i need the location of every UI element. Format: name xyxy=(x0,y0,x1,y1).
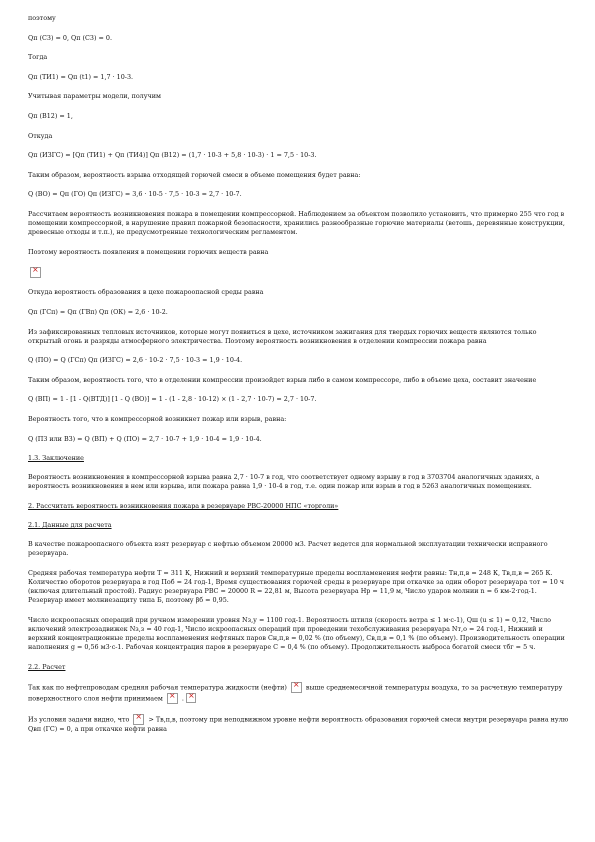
formula: Q (ВО) = Qп (ГО) Qп (ИЗГС) = 3,6 · 10-5 · 7,5 · 10-3 = 2,7 · 10-7. xyxy=(28,190,242,199)
section-heading: 1.3. Заключение xyxy=(28,454,84,463)
broken-image-icon xyxy=(291,682,302,693)
paragraph: Рассчитаем вероятность возникновения пожара в помещении компрессорной. Наблюдением за объектом позволило установить, что примерно 255 что год в помещении компрессорной, в нарушение правил пожарной безопасности, хранились разнообразные горючие материалы (ветошь, деревянные конструкции, древесные отходы и т.п.), не предусмотренные технологическим регламентом. xyxy=(28,209,565,237)
paragraph: Число искроопасных операций при ручном измерении уровня Nз,у = 1100 год-1. Вероятность штиля (скорость ветра ≤ 1 м·с-1), Qш (u ≤ 1) = 0,12, Число включений электрозадвижек Nз,з = 40 год-1, Число искроопасных операций при проведении техобслуживания резервуара Nт,о = 24 год-1, Нижний и верхний концентрационные пределы воспламенения нефтяных паров Сн,п,в = 0,02 % (по объему), Св,п,в = 0,1 % (по объему). Производительность операции наполнения g = 0,56 м3·с-1. Рабочая концентрация паров в резервуаре С = 0,4 % (по объему). Продолжительность выброса богатой смеси τбг = 5 ч. xyxy=(28,615,565,651)
broken-image-icon xyxy=(133,714,144,725)
paragraph: В качестве пожароопасного объекта взят резервуар с нефтью объемом 20000 м3. Расчет ведется для нормальной эксплуатации технически исправного резервуара. xyxy=(28,540,548,558)
text-run: . xyxy=(179,694,184,703)
paragraph: Таким образом, вероятность того, что в отделении компрессии произойдет взрыв либо в самом компрессоре, либо в объеме цеха, составит значение xyxy=(28,375,537,384)
section-heading: 2.1. Данные для расчета xyxy=(28,521,112,530)
paragraph-with-image xyxy=(28,714,570,734)
section-heading: 2.2. Расчет xyxy=(28,662,66,671)
paragraph: Поэтому вероятность появления в помещении горючих веществ равна xyxy=(28,247,269,256)
paragraph: Откуда вероятность образования в цехе пожароопасной среды равна xyxy=(28,288,264,297)
formula: Q (ПО) = Q (ГСп) Qп (ИЗГС) = 2,6 · 10-2 · 7,5 · 10-3 = 1,9 · 10-4. xyxy=(28,356,243,365)
formula: Qп (В12) = 1, xyxy=(28,111,73,120)
paragraph: Вероятность возникновения в компрессорной взрыва равна 2,7 · 10-7 в год, что соответствует одному взрыву в год в 3703704 аналогичных зданиях, а вероятность возникновения в нем или взрыва, или пожара равна 1,9 · 10-4 в год, т.е. один пожар или взрыв в год в 5263 аналогичных помещениях. xyxy=(28,473,540,491)
text-run: Так как по нефтепроводам средняя рабочая температура жидкости (нефти) xyxy=(28,683,289,692)
section-heading: 2. Рассчитать вероятность возникновения пожара в резервуаре РВС-20000 НПС «торголи» xyxy=(28,501,339,510)
formula: Qп (C3) = 0, Qп (C3) = 0. xyxy=(28,33,113,42)
text-run: > Тв,п,в, поэтому при неподвижном уровне нефти вероятность образования горючей смеси внутри резервуара равна нулю Qвп (ГС) = 0, а при откачке нефти равна xyxy=(28,715,569,734)
formula: Qп (ТИ1) = Qп (t1) = 1,7 · 10-3. xyxy=(28,72,134,81)
text-run: Из условия задачи видно, что xyxy=(28,715,132,724)
paragraph: Из зафиксированных тепловых источников, которые могут появиться в цехе, источником зажигания для твердых горючих веществ являются только открытый огонь и разряды атмосферного электричества. Поэтому вероятность возникновения в отделении компрессии пожара равна xyxy=(28,327,537,345)
formula: Q (ПЗ или ВЗ) = Q (ВП) + Q (ПО) = 2,7 · 10-7 + 1,9 · 10-4 = 1,9 · 10-4. xyxy=(28,434,262,443)
broken-image-icon xyxy=(30,267,41,278)
formula: Q (ВП) = 1 - [1 - Q(ВТД)] [1 - Q (ВО)] = 1 - (1 - 2,8 · 10-12) × (1 - 2,7 · 10-7) = 2,7 · 10-7. xyxy=(28,395,317,404)
paragraph: Откуда xyxy=(28,131,53,140)
document-content xyxy=(28,14,570,745)
paragraph: Тогда xyxy=(28,53,48,62)
paragraph: Учитывая параметры модели, получим xyxy=(28,92,161,101)
paragraph: Средняя рабочая температура нефти T = 311 К, Нижний и верхний температурные пределы воспламенения нефти равны: Тн,п,в = 248 К, Тв,п,в = 265 К. Количество оборотов резервуара в год Поб = 24 год-1, Время существования горючей среды в резервуаре при откачке за один оборот резервуара τот = 10 ч (включая длительный простой). Радиус резервуара РВС = 20000 R = 22,81 м, Высота резервуара Нр = 11,9 м, Число ударов молнии n = 6 км-2·год-1. Резервуар имеет молниезащиту типа Б, поэтому βб = 0,95. xyxy=(28,568,565,605)
paragraph: Таким образом, вероятность взрыва отходящей горючей смеси в объеме помещения будет равна: xyxy=(28,170,361,179)
broken-image-icon xyxy=(167,693,178,704)
paragraph: Вероятность того, что в компрессорной возникнет пожар или взрыв, равна: xyxy=(28,414,287,423)
paragraph: поэтому xyxy=(28,14,56,22)
paragraph-with-image xyxy=(28,682,570,704)
formula: Qп (ГСп) = Qп (ГВп) Qп (ОК) = 2,6 · 10-2. xyxy=(28,307,168,316)
text-run: выше среднемесячной температуры воздуха, то за расчетную температуру поверхностного слоя нефти принимаем xyxy=(28,683,563,703)
formula: Qп (ИЗГС) = [Qп (ТИ1) + Qп (ТИ4)] Qп (В12) = (1,7 · 10-3 + 5,8 · 10-3) · 1 = 7,5 · 10-3. xyxy=(28,151,317,160)
broken-image-block xyxy=(28,267,570,278)
broken-image-icon xyxy=(186,693,196,703)
